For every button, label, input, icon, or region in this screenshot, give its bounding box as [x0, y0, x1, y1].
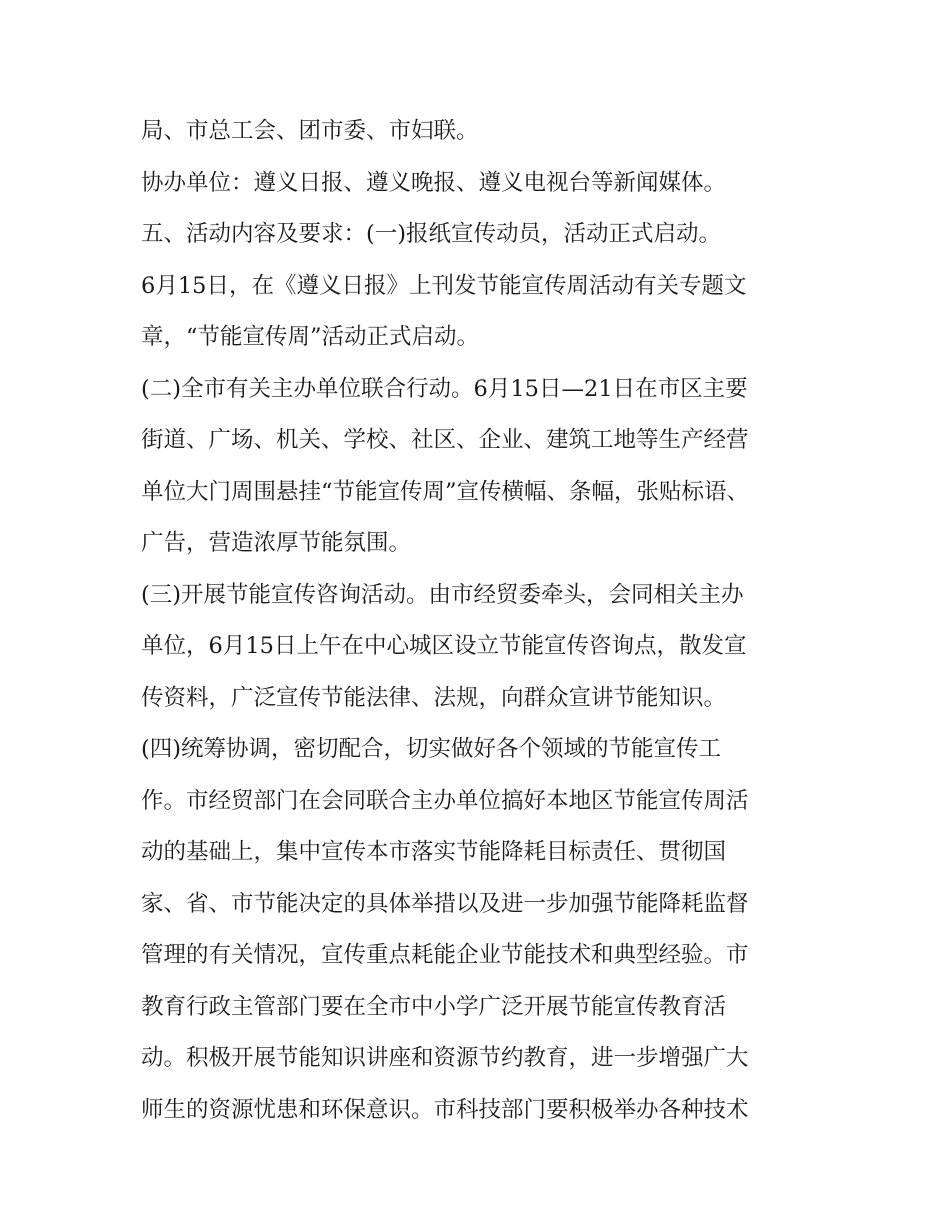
- text-line-4: 6月15日，在《遵义日报》上刊发节能宣传周活动有关专题文: [141, 272, 747, 299]
- text-line-7: 街道、广场、机关、学校、社区、企业、建筑工地等生产经营: [141, 427, 749, 453]
- text-line-3: 五、活动内容及要求：(一)报纸宣传动员，活动正式启动。: [141, 221, 722, 247]
- text-line-20: 师生的资源忧患和环保意识。市科技部门要积极举办各种技术: [141, 1096, 749, 1123]
- text-line-9: 广告，营造浓厚节能氛围。: [141, 530, 412, 556]
- text-line-17: 管理的有关情况，宣传重点耗能企业节能技术和典型经验。市: [141, 942, 749, 968]
- text-line-19: 动。积极开展节能知识讲座和资源节约教育，进一步增强广大: [141, 1045, 749, 1071]
- text-line-18: 教育行政主管部门要在全市中小学广泛开展节能宣传教育活: [141, 993, 727, 1020]
- text-line-13: (四)统筹协调，密切配合，切实做好各个领域的节能宣传工: [141, 736, 722, 762]
- text-line-6: (二)全市有关主办单位联合行动。6月15日—21日在市区主要: [141, 375, 748, 402]
- text-line-10: (三)开展节能宣传咨询活动。由市经贸委牵头，会同相关主办: [141, 581, 744, 608]
- text-line-15: 动的基础上，集中宣传本市落实节能降耗目标责任、贯彻国: [141, 839, 727, 865]
- text-line-8: 单位大门周围悬挂“节能宣传周”宣传横幅、条幅，张贴标语、: [141, 478, 750, 505]
- text-line-1: 局、市总工会、团市委、市妇联。: [141, 118, 479, 144]
- text-line-12: 传资料，广泛宣传节能法律、法规，向群众宣讲节能知识。: [141, 684, 727, 711]
- text-line-11: 单位，6月15日上午在中心城区设立节能宣传咨询点，散发宣: [141, 633, 747, 659]
- text-line-5: 章，“节能宣传周”活动正式启动。: [141, 324, 480, 350]
- text-line-2: 协办单位：遵义日报、遵义晚报、遵义电视台等新闻媒体。: [141, 169, 727, 196]
- text-line-16: 家、省、市节能决定的具体举措以及进一步加强节能降耗监督: [141, 890, 749, 917]
- text-line-14: 作。市经贸部门在会同联合主办单位搞好本地区节能宣传周活: [141, 787, 749, 814]
- document-body: [141, 106, 821, 1136]
